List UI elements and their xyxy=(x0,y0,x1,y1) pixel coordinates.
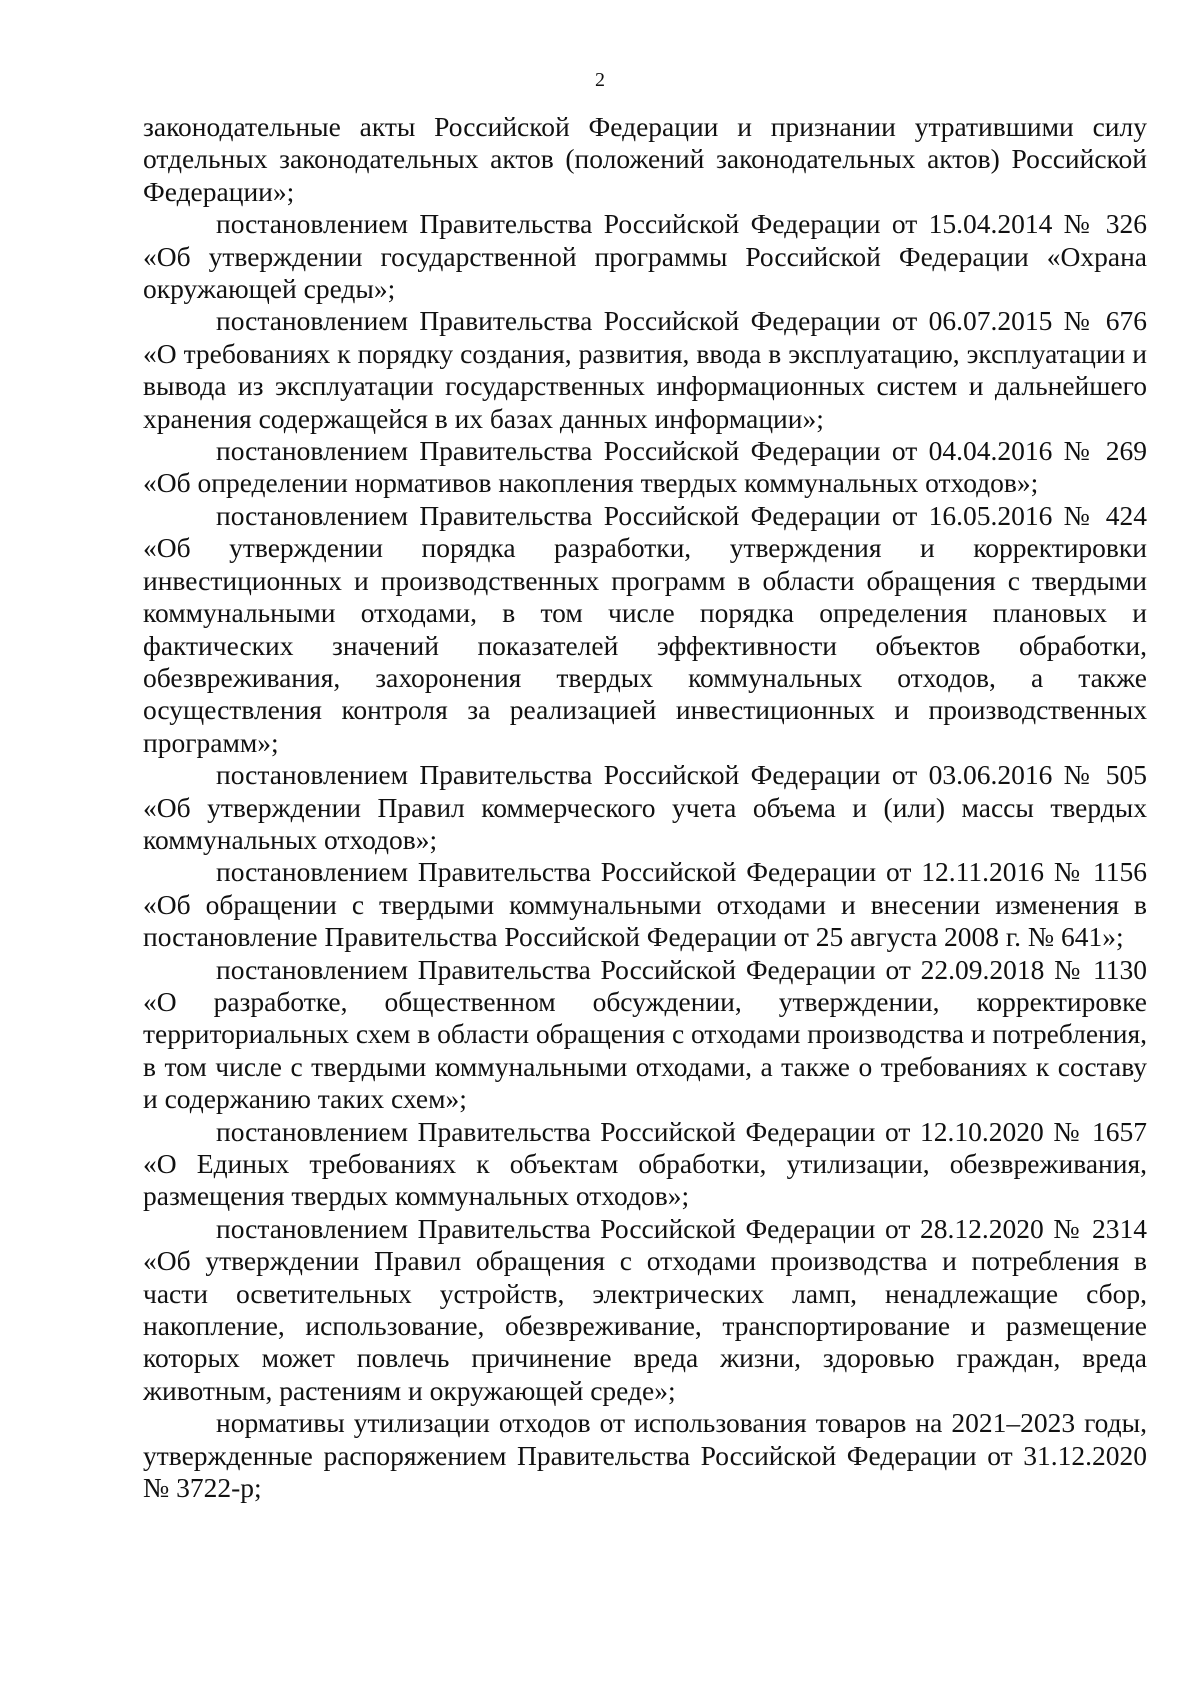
page-number: 2 xyxy=(595,69,605,91)
paragraph-item: постановлением Правительства Российской Федерации от 06.07.2015 № 676 «О требованиях к порядку создания, развития, ввода в эксплуатацию, эксплуатации и вывода из эксплуатации государственных информационных систем и дальнейшего хранения содержащейся в их базах данных информации»; xyxy=(143,305,1147,434)
paragraph-item: постановлением Правительства Российской Федерации от 28.12.2020 № 2314 «Об утверждении Правил обращения с отходами производства и потребления в части осветительных устройств, электрических ламп, ненадлежащие сбор, накопление, использование, обезвреживание, транспортирование и размещение которых может повлечь причинение вреда жизни, здоровью граждан, вреда животным, растениям и окружающей среде»; xyxy=(143,1212,1147,1406)
paragraph-item: нормативы утилизации отходов от использования товаров на 2021–2023 годы, утвержденные распоряжением Правительства Российской Федерации от 31.12.2020 № 3722-р; xyxy=(143,1407,1147,1504)
paragraph-item: постановлением Правительства Российской Федерации от 12.10.2020 № 1657 «О Единых требованиях к объектам обработки, утилизации, обезвреживания, размещения твердых коммунальных отходов»; xyxy=(143,1115,1147,1212)
paragraph-item: постановлением Правительства Российской Федерации от 04.04.2016 № 269 «Об определении нормативов накопления твердых коммунальных отходов»; xyxy=(143,435,1147,499)
document-body xyxy=(143,111,1147,1504)
paragraph-item: постановлением Правительства Российской Федерации от 16.05.2016 № 424 «Об утверждении порядка разработки, утверждения и корректировки инвестиционных и производственных программ в области обращения с твердыми коммунальными отходами, в том числе порядка определения плановых и фактических значений показателей эффективности объектов обработки, обезвреживания, захоронения твердых коммунальных отходов, а также осуществления контроля за реализацией инвестиционных и производственных программ»; xyxy=(143,499,1147,758)
paragraph-continuation: законодательные акты Российской Федерации и признании утратившими силу отдельных законодательных актов (положений законодательных актов) Российской Федерации»; xyxy=(143,111,1147,207)
paragraph-item: постановлением Правительства Российской Федерации от 12.11.2016 № 1156 «Об обращении с твердыми коммунальными отходами и внесении изменения в постановление Правительства Российской Федерации от 25 августа 2008 г. № 641»; xyxy=(143,856,1147,953)
paragraph-item: постановлением Правительства Российской Федерации от 22.09.2018 № 1130 «О разработке, общественном обсуждении, утверждении, корректировке территориальных схем в области обращения с отходами производства и потребления, в том числе с твердыми коммунальными отходами, а также о требованиях к составу и содержанию таких схем»; xyxy=(143,953,1147,1115)
paragraph-item: постановлением Правительства Российской Федерации от 15.04.2014 № 326 «Об утверждении государственной программы Российской Федерации «Охрана окружающей среды»; xyxy=(143,208,1147,305)
paragraph-item: постановлением Правительства Российской Федерации от 03.06.2016 № 505 «Об утверждении Правил коммерческого учета объема и (или) массы твердых коммунальных отходов»; xyxy=(143,759,1147,855)
